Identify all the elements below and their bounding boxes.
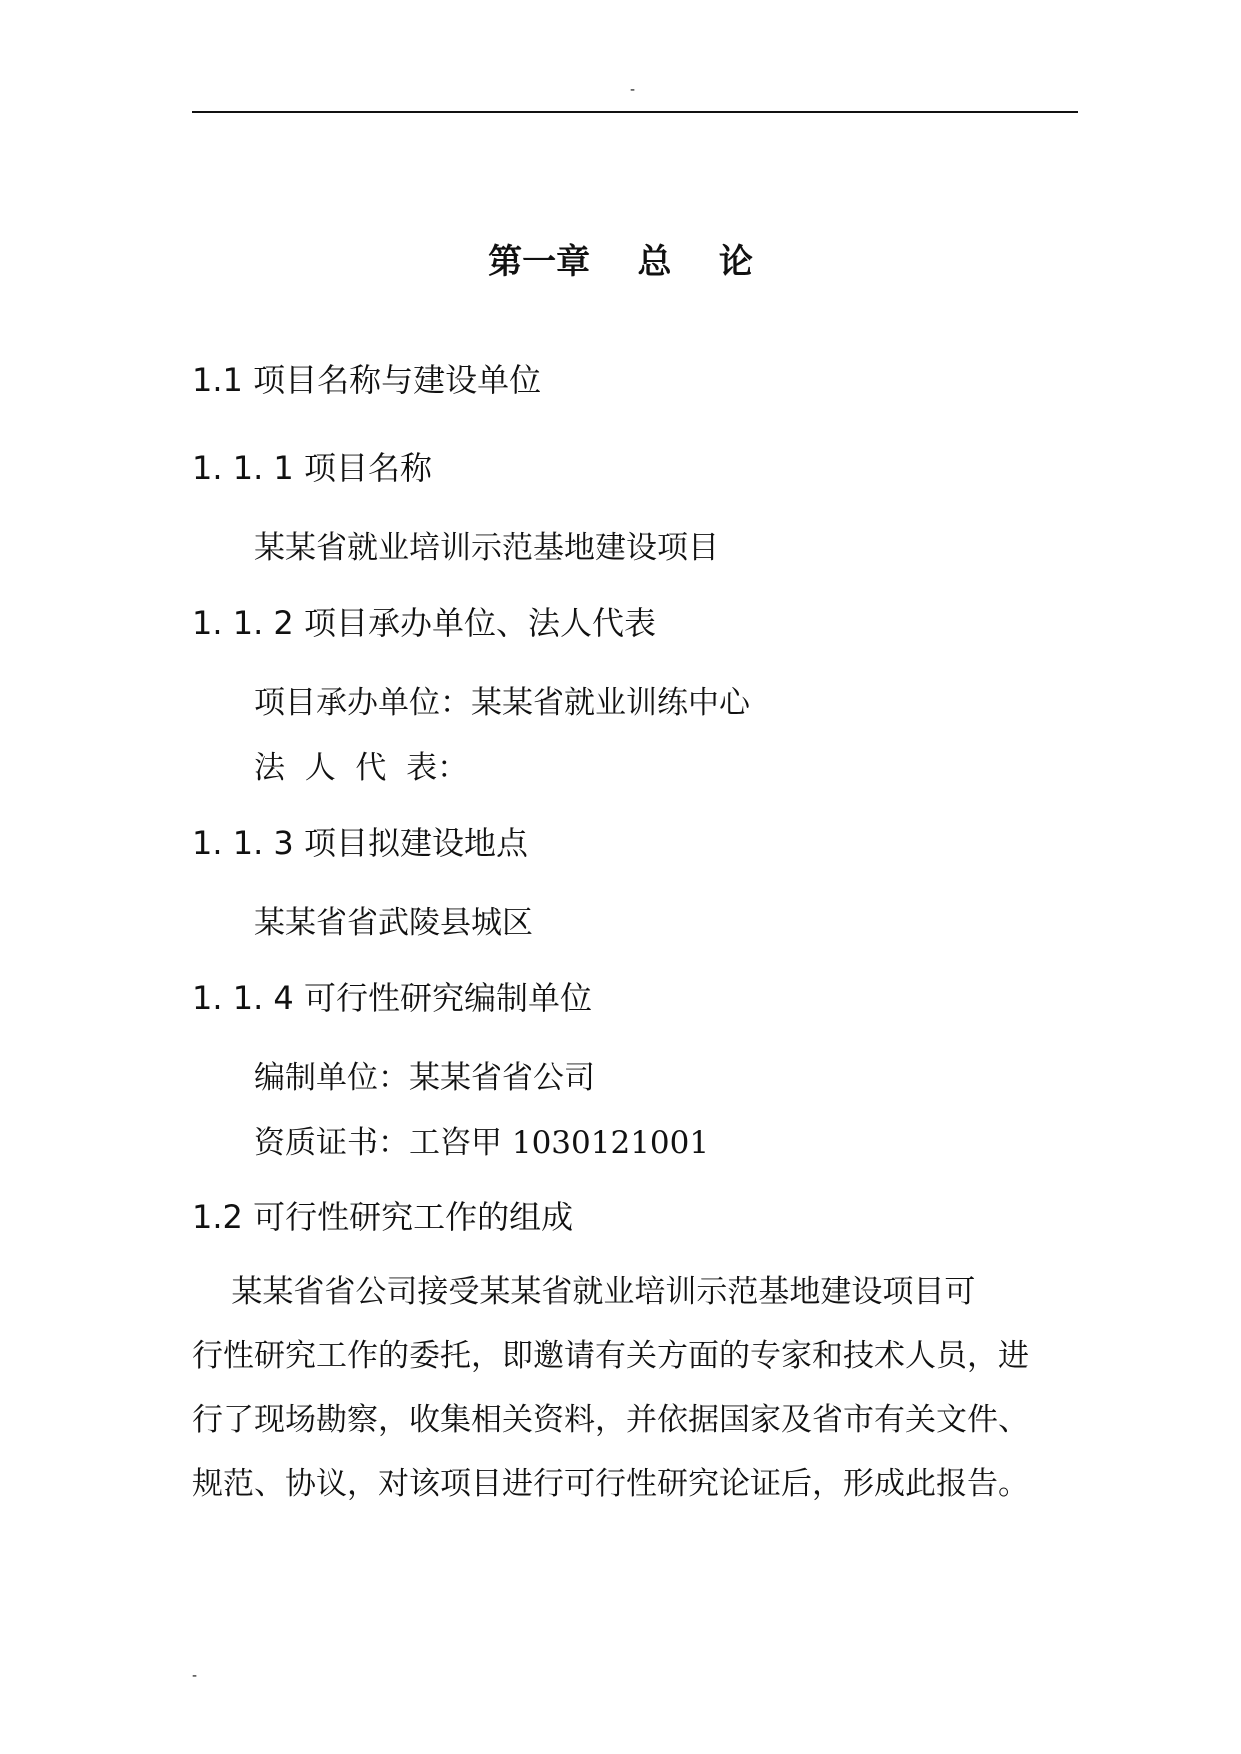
section-1-2-heading: 1.2 可行性研究工作的组成: [192, 1198, 574, 1236]
section-1-1-2-heading: 1. 1. 2 项目承办单位、法人代表: [192, 604, 656, 642]
body-paragraph-line-2: 行性研究工作的委托，即邀请有关方面的专家和技术人员，进: [192, 1338, 1029, 1374]
body-paragraph-line-3: 行了现场勘察，收集相关资料，并依据国家及省市有关文件、: [192, 1402, 1029, 1438]
location-text: 某某省省武陵县城区: [254, 905, 533, 941]
compiling-unit-text: 编制单位：某某省省公司: [254, 1060, 595, 1096]
section-1-1-1-heading: 1. 1. 1 项目名称: [192, 449, 432, 487]
legal-representative-text: 法 人 代 表：: [254, 750, 469, 786]
footer-mark: -: [192, 1668, 198, 1684]
section-1-1-heading: 1.1 项目名称与建设单位: [192, 361, 542, 399]
chapter-title: 第一章 总 论: [488, 242, 753, 282]
section-1-1-4-heading: 1. 1. 4 可行性研究编制单位: [192, 979, 592, 1017]
header-rule: [192, 111, 1078, 113]
section-1-1-3-heading: 1. 1. 3 项目拟建设地点: [192, 824, 528, 862]
body-paragraph-line-4: 规范、协议，对该项目进行可行性研究论证后，形成此报告。: [192, 1466, 1029, 1502]
project-name-text: 某某省就业培训示范基地建设项目: [254, 530, 719, 566]
undertaking-unit-text: 项目承办单位：某某省就业训练中心: [254, 685, 750, 721]
body-paragraph-line-1: 某某省省公司接受某某省就业培训示范基地建设项目可: [192, 1274, 976, 1310]
qualification-text: 资质证书：工咨甲 1030121001: [254, 1125, 710, 1161]
header-mark: -: [630, 82, 636, 98]
